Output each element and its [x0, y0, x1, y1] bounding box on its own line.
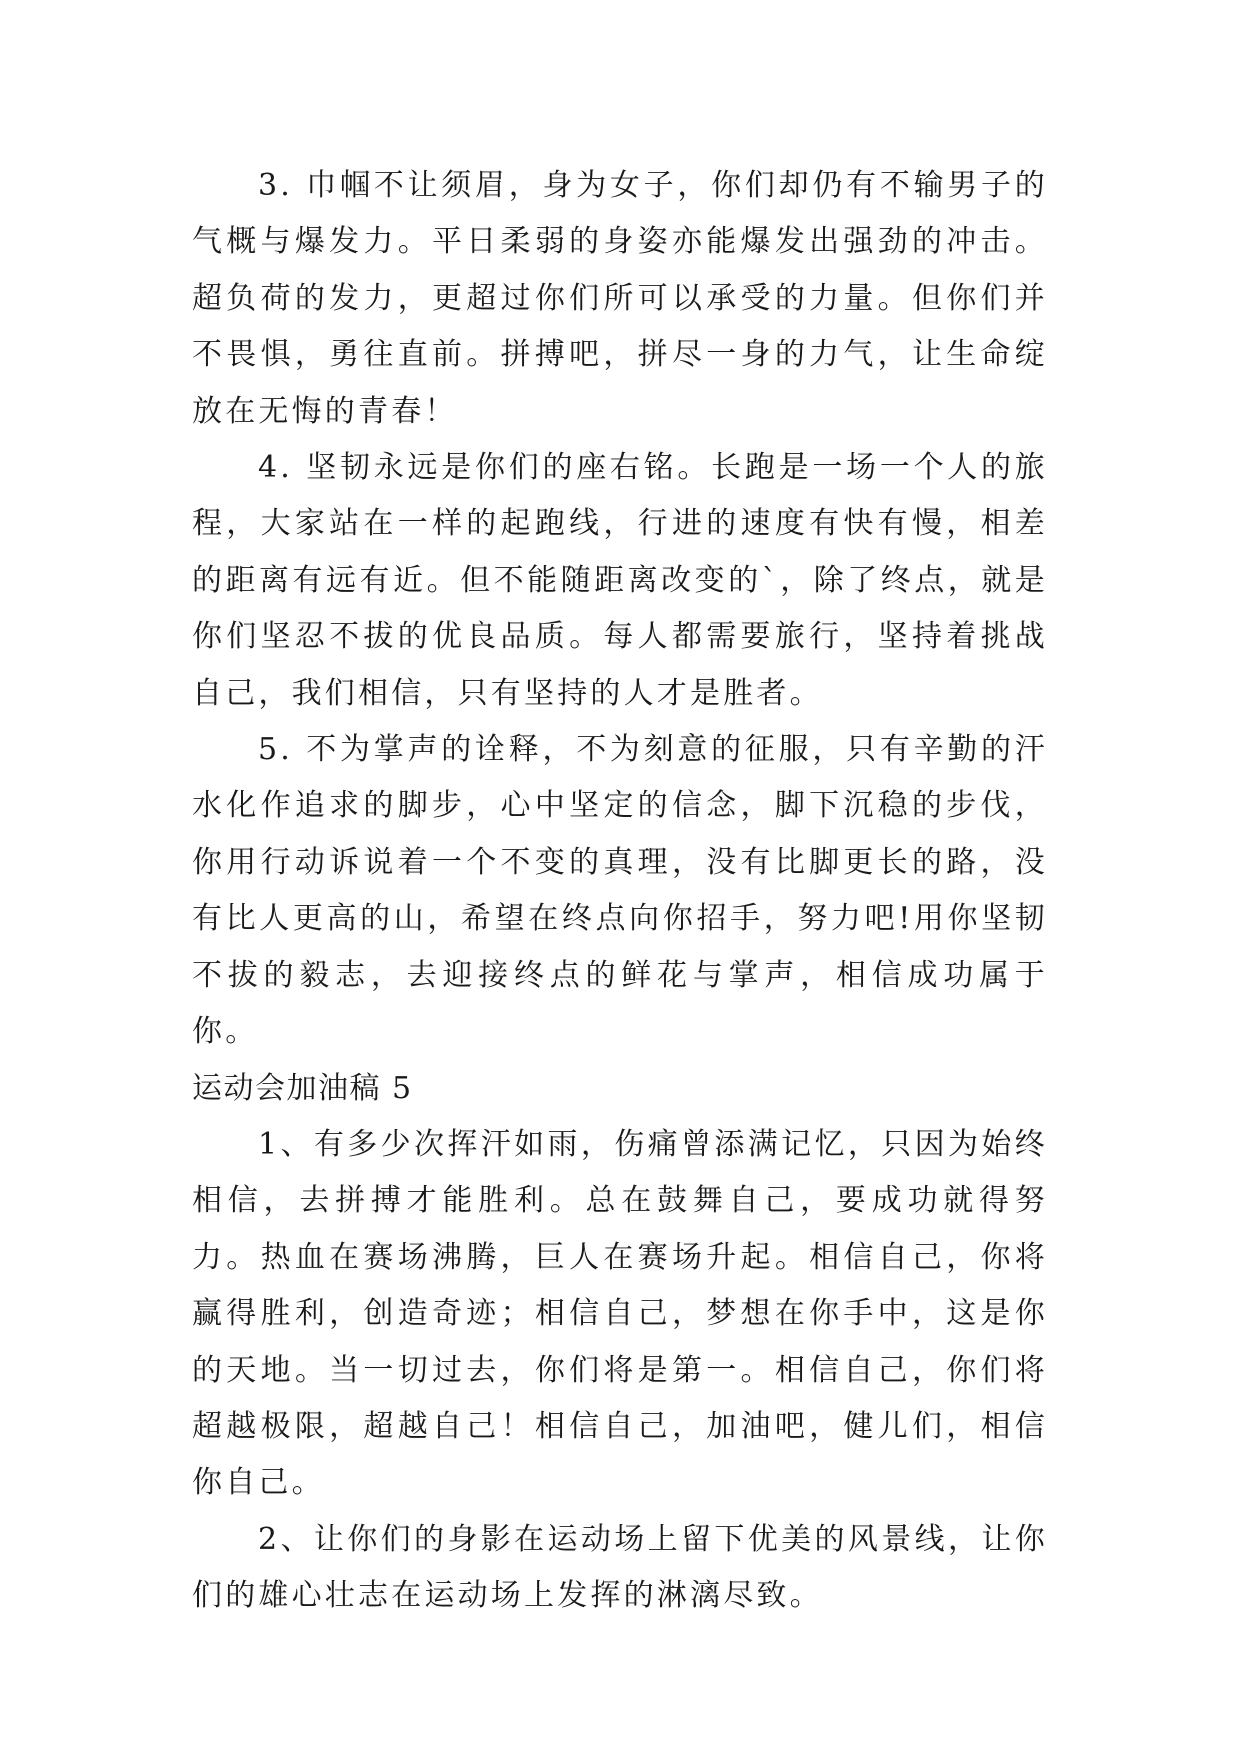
- document-body: [192, 158, 1048, 1625]
- paragraph-item-1: 1、有多少次挥汗如雨，伤痛曾添满记忆，只因为始终相信，去拼搏才能胜利。总在鼓舞自己，要成功就得努力。热血在赛场沸腾，巨人在赛场升起。相信自己，你将赢得胜利，创造奇迹；相信自己，梦想在你手中，这是你的天地。当一切过去，你们将是第一。相信自己，你们将超越极限，超越自己！相信自己，加油吧，健儿们，相信你自己。: [192, 1126, 1048, 1501]
- paragraph-item-2: 2、让你们的身影在运动场上留下优美的风景线，让你们的雄心壮志在运动场上发挥的淋漓尽致。: [192, 1521, 1048, 1614]
- paragraph-item-5: 5. 不为掌声的诠释，不为刻意的征服，只有辛勤的汗水化作追求的脚步，心中坚定的信念，脚下沉稳的步伐，你用行动诉说着一个不变的真理，没有比脚更长的路，没有比人更高的山，希望在终点向你招手，努力吧!用你坚韧不拔的毅志，去迎接终点的鲜花与掌声，相信成功属于你。: [192, 732, 1048, 1050]
- paragraph-item-3: 3. 巾帼不让须眉，身为女子，你们却仍有不输男子的气概与爆发力。平日柔弱的身姿亦能爆发出强劲的冲击。超负荷的发力，更超过你们所可以承受的力量。但你们并不畏惧，勇往直前。拼搏吧，拼尽一身的力气，让生命绽放在无悔的青春！: [192, 168, 1048, 429]
- section-heading: 运动会加油稿 5: [192, 1070, 413, 1106]
- paragraph-item-4: 4. 坚韧永远是你们的座右铭。长跑是一场一个人的旅程，大家站在一样的起跑线，行进的速度有快有慢，相差的距离有远有近。但不能随距离改变的`，除了终点，就是你们坚忍不拔的优良品质。每人都需要旅行，坚持着挑战自己，我们相信，只有坚持的人才是胜者。: [192, 450, 1048, 711]
